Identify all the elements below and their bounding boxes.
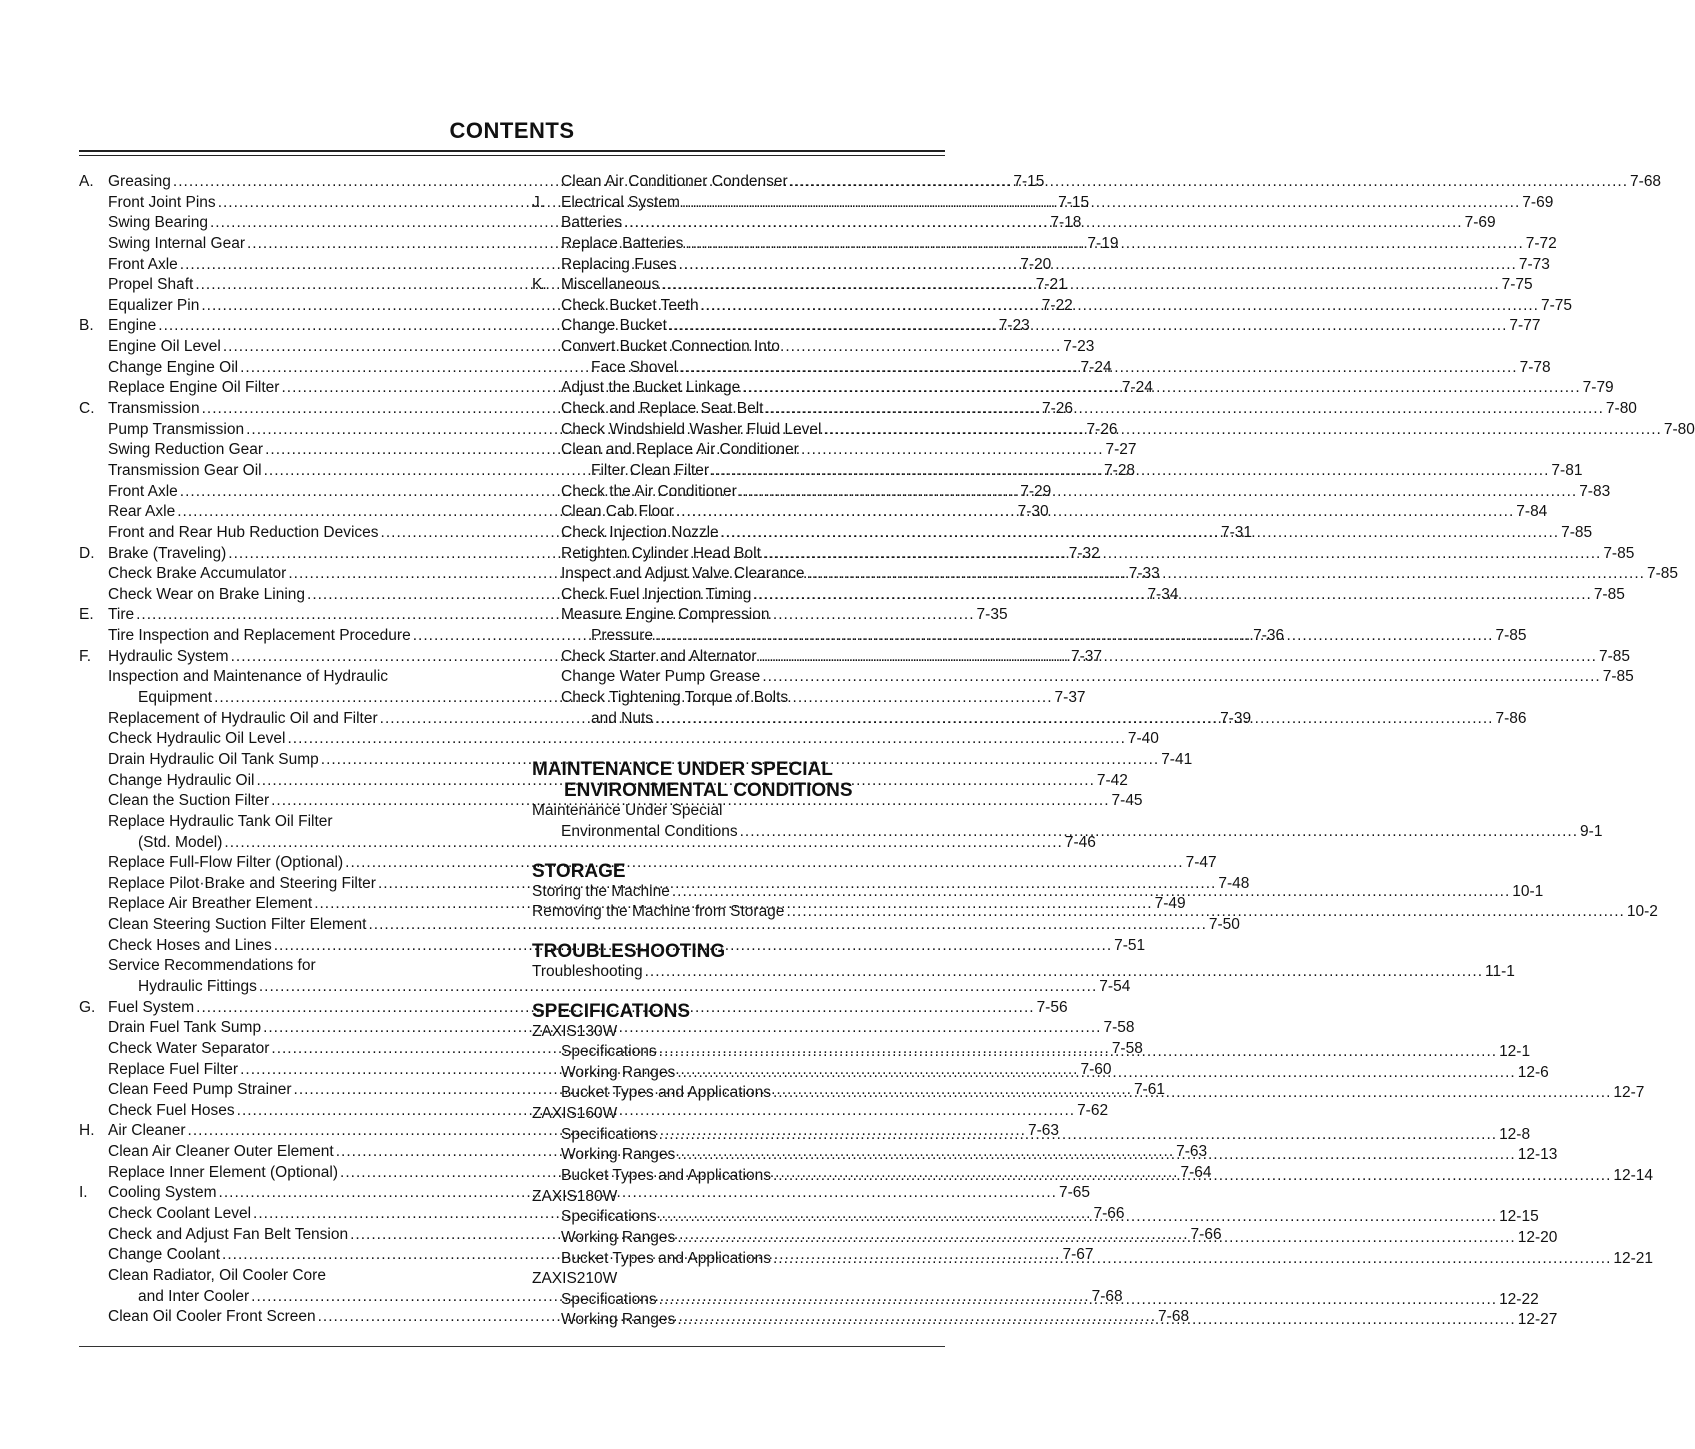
toc-entry-page: 7-63 (1027, 1122, 1059, 1140)
toc-entry-title: Working Ranges (561, 1146, 676, 1164)
section-heading: SPECIFICATIONS (532, 1000, 690, 1022)
toc-entry (79, 833, 1096, 854)
toc-entry-page: 7-69 (1464, 214, 1496, 232)
toc-entry-title: Clean Cab Floor (561, 503, 674, 521)
toc-leader-dots (659, 1207, 1497, 1228)
toc-entry-page: 7-47 (1185, 854, 1217, 872)
toc-entry-title: Replace Fuel Filter (108, 1060, 239, 1078)
toc-entry-title: and Inter Cooler (138, 1287, 250, 1305)
toc-entry-page: 7-35 (976, 606, 1008, 624)
toc-entry-page: 7-56 (1036, 998, 1068, 1016)
toc-entry-title: Brake (Traveling) (108, 544, 227, 562)
toc-entry-title: Working Ranges (561, 1311, 676, 1329)
toc-entry (79, 1266, 474, 1287)
toc-leader-dots (740, 822, 1578, 843)
toc-leader-dots (677, 1145, 1515, 1166)
toc-entry-letter: B. (79, 317, 94, 335)
toc-entry-page: 7-26 (1042, 400, 1074, 418)
toc-entry-page: 7-22 (1041, 296, 1073, 314)
toc-entry-title: Swing Reduction Gear (108, 441, 264, 459)
toc-entry-page: 12-1 (1499, 1043, 1531, 1061)
toc-leader-dots (676, 502, 1514, 523)
toc-entry-page: 7-40 (1127, 730, 1159, 748)
toc-entry-title: Front and Rear Hub Reduction Devices (108, 523, 379, 541)
toc-entry-title: Hydraulic System (108, 647, 229, 665)
toc-entry-title: Clean Oil Cooler Front Screen (108, 1308, 316, 1326)
toc-entry-letter: G. (79, 998, 96, 1016)
toc-leader-dots (659, 1125, 1497, 1146)
toc-entry-title: and Nuts (591, 709, 654, 727)
toc-entry-title: Working Ranges (561, 1063, 676, 1081)
toc-leader-dots (645, 962, 1483, 983)
section-gap (532, 729, 927, 759)
toc-entry-title: Check Fuel Hoses (108, 1101, 235, 1119)
toc-entry-title: Replace Batteries (561, 234, 684, 252)
toc-leader-dots (807, 564, 1645, 585)
toc-entry-page: 11-1 (1485, 962, 1515, 980)
toc-entry-title: Specifications (561, 1125, 657, 1143)
toc-entry (532, 1022, 927, 1043)
toc-entry-letter: I. (79, 1184, 88, 1202)
toc-leader-dots (773, 1166, 1611, 1187)
toc-entry-page: 7-34 (1147, 585, 1179, 603)
toc-entry-page: 12-13 (1517, 1146, 1558, 1164)
toc-entry-page: 7-85 (1602, 668, 1634, 686)
toc-entry-page: 7-37 (1054, 689, 1086, 707)
toc-entry-title: Hydraulic Fittings (138, 977, 257, 995)
toc-entry-page: 7-26 (1086, 420, 1118, 438)
toc-entry-title: Check and Replace Seat Belt (561, 400, 764, 418)
toc-leader-dots (624, 213, 1462, 234)
toc-entry-page: 7-67 (1062, 1246, 1094, 1264)
toc-entry-page: 7-85 (1495, 627, 1527, 645)
toc-entry-page: 7-62 (1077, 1101, 1109, 1119)
toc-entry-title: Measure Engine Compression (561, 606, 770, 624)
toc-entry-page: 7-27 (1105, 441, 1137, 459)
section-gap (532, 923, 927, 941)
toc-leader-dots (669, 316, 1507, 337)
footer-rule (79, 1346, 945, 1347)
toc-entry-title: Adjust the Bucket Linkage (561, 379, 741, 397)
toc-leader-dots (753, 585, 1591, 606)
toc-entry-title: Clean the Suction Filter (108, 792, 270, 810)
toc-entry-page: 12-21 (1613, 1249, 1654, 1267)
toc-entry (532, 605, 927, 626)
toc-leader-dots (786, 902, 1624, 923)
toc-entry-title: Service Recommendations for (108, 957, 316, 975)
toc-entry-title: Change Bucket (561, 317, 667, 335)
toc-leader-dots (762, 667, 1600, 688)
toc-entry-page: 7-49 (1154, 895, 1186, 913)
toc-entry-title: Air Cleaner (108, 1122, 186, 1140)
toc-entry-title: Check Starter and Alternator (561, 647, 757, 665)
toc-entry-title: Replace Engine Oil Filter (108, 379, 280, 397)
toc-entry-page: 7-48 (1218, 874, 1250, 892)
toc-leader-dots (672, 882, 1510, 903)
section-heading: MAINTENANCE UNDER SPECIAL (532, 759, 833, 781)
toc-entry (79, 812, 474, 833)
toc-entry-page: 7-28 (1104, 461, 1136, 479)
toc-entry-page: 7-58 (1103, 1019, 1135, 1037)
toc-entry-title: Check Hydraulic Oil Level (108, 730, 286, 748)
toc-entry-page: 7-66 (1190, 1225, 1222, 1243)
toc-entry-title: Check Bucket Teeth (561, 296, 699, 314)
toc-entry-title: Clean Air Conditioner Condenser (561, 173, 788, 190)
toc-entry-page: 7-73 (1518, 255, 1550, 273)
toc-entry-title: Troubleshooting (532, 962, 643, 980)
toc-entry-title: Bucket Types and Applications (561, 1084, 771, 1102)
toc-entry-letter: D. (79, 544, 95, 562)
toc-entry-title: Tire (108, 606, 135, 624)
section-gap (532, 843, 927, 861)
toc-leader-dots (773, 1083, 1611, 1104)
toc-entry-title: Check Wear on Brake Lining (108, 585, 306, 603)
toc-entry-letter: H. (79, 1122, 95, 1140)
toc-leader-dots (655, 626, 1493, 647)
toc-entry-title: Cooling System (108, 1184, 217, 1202)
toc-entry-page: 7-50 (1208, 916, 1240, 934)
toc-entry-title: Front Joint Pins (108, 193, 216, 211)
toc-entry-page: 7-39 (1220, 709, 1252, 727)
toc-leader-dots (759, 647, 1597, 668)
toc-entry-page: 7-85 (1593, 585, 1625, 603)
toc-leader-dots (659, 1290, 1497, 1311)
toc-leader-dots (790, 172, 1628, 193)
toc-entry-page: 12-27 (1517, 1311, 1558, 1329)
toc-entry-page: 7-75 (1541, 296, 1573, 314)
toc-entry (532, 667, 1634, 688)
toc-entry-page: 7-32 (1068, 544, 1100, 562)
toc-entry-title: ZAXIS130W (532, 1022, 618, 1040)
section-gap (532, 983, 927, 1001)
toc-entry-title: Swing Bearing (108, 214, 208, 232)
toc-entry-title: Engine (108, 317, 157, 335)
toc-entry-page: 7-68 (1158, 1308, 1190, 1326)
toc-entry-letter: K. (532, 276, 547, 294)
page-title: CONTENTS (449, 118, 575, 143)
toc-entry-page: 7-64 (1180, 1163, 1212, 1181)
header-rule-thin (79, 155, 945, 156)
toc-entry-page: 12-14 (1613, 1166, 1654, 1184)
toc-entry-title: ZAXIS180W (532, 1187, 618, 1205)
toc-entry-title: Clean Feed Pump Strainer (108, 1081, 292, 1099)
toc-entry-title: Electrical System (561, 193, 680, 211)
toc-entry-title: Swing Internal Gear (108, 234, 245, 252)
toc-entry (532, 688, 927, 709)
toc-entry-title: Check Brake Accumulator (108, 565, 287, 583)
toc-entry-title: Change Hydraulic Oil (108, 771, 255, 789)
toc-entry-letter: C. (79, 400, 95, 418)
toc-entry-title: Maintenance Under Special (532, 802, 723, 820)
toc-entry (532, 1104, 927, 1125)
toc-entry-page: 9-1 (1580, 822, 1603, 840)
toc-entry-page: 7-37 (1071, 647, 1103, 665)
toc-entry-title: Clean Air Cleaner Outer Element (108, 1143, 334, 1161)
toc-entry-page: 7-45 (1111, 792, 1143, 810)
toc-entry-title: Filter Clean Filter (591, 461, 709, 479)
toc-entry-page: 7-68 (1630, 173, 1662, 190)
toc-entry-title: Check Coolant Level (108, 1205, 252, 1223)
toc-entry (79, 977, 1131, 998)
toc-entry-title: Clean Steering Suction Filter Element (108, 916, 367, 934)
toc-entry (79, 667, 474, 688)
toc-entry-title: Propel Shaft (108, 276, 194, 294)
toc-leader-dots (823, 420, 1661, 441)
toc-entry-title: Front Axle (108, 255, 178, 273)
toc-entry-page: 7-58 (1111, 1039, 1143, 1057)
toc-entry-title: Bucket Types and Applications (561, 1166, 771, 1184)
toc-leader-dots (739, 482, 1577, 503)
toc-entry-page: 7-24 (1080, 358, 1112, 376)
toc-leader-dots (721, 523, 1559, 544)
toc-entry-title: Check the Air Conditioner (561, 482, 737, 500)
toc-entry-page: 7-77 (1509, 317, 1541, 335)
toc-entry-page: 7-24 (1121, 379, 1153, 397)
toc-entry-page: 7-15 (1013, 173, 1045, 190)
toc-entry-title: Specifications (561, 1208, 657, 1226)
toc-entry-page: 12-22 (1499, 1290, 1539, 1308)
toc-entry-letter: A. (79, 173, 94, 190)
toc-entry-page: 7-21 (1035, 276, 1067, 294)
toc-leader-dots (679, 358, 1517, 379)
toc-entry (532, 1269, 927, 1290)
toc-entry-page: 12-20 (1517, 1228, 1558, 1246)
toc-entry-title: Engine Oil Level (108, 338, 221, 356)
toc-leader-dots (678, 255, 1516, 276)
toc-entry-title: Change Coolant (108, 1246, 221, 1264)
toc-entry-page: 7-72 (1525, 234, 1557, 252)
toc-entry-title: Check Tightening Torque of Bolts (561, 689, 789, 707)
toc-entry-title: Specifications (561, 1043, 657, 1061)
toc-entry-title: Change Engine Oil (108, 358, 239, 376)
toc-leader-dots (659, 1042, 1497, 1063)
toc-entry-title: Environmental Conditions (561, 822, 738, 840)
toc-entry-page: 7-65 (1058, 1184, 1090, 1202)
toc-entry-page: 7-33 (1128, 565, 1160, 583)
toc-entry-title: Tire Inspection and Replacement Procedure (108, 627, 411, 645)
toc-entry-page: 12-7 (1613, 1084, 1645, 1102)
toc-entry-title: Specifications (561, 1290, 657, 1308)
toc-entry-page: 7-85 (1599, 647, 1631, 665)
toc-entry-page: 10-1 (1512, 882, 1544, 900)
toc-entry-page: 12-15 (1499, 1208, 1539, 1226)
toc-leader-dots (677, 1310, 1515, 1331)
toc-entry-page: 7-85 (1603, 544, 1635, 562)
toc-entry-page: 10-2 (1626, 903, 1658, 921)
toc-entry-title: Clean and Replace Air Conditioner (561, 441, 799, 459)
toc-entry-title: ZAXIS210W (532, 1270, 618, 1288)
toc-entry-page: 7-41 (1161, 750, 1193, 768)
toc-leader-dots (661, 275, 1499, 296)
toc-entry-page: 7-79 (1582, 379, 1614, 397)
toc-entry-title: Replacement of Hydraulic Oil and Filter (108, 709, 378, 727)
toc-entry-title: Miscellaneous (561, 276, 660, 294)
toc-entry (532, 962, 1515, 983)
toc-entry (532, 440, 927, 461)
toc-entry-page: 7-18 (1050, 214, 1082, 232)
toc-entry-letter: J. (532, 193, 545, 211)
toc-entry-title: Check Windshield Washer Fluid Level (561, 420, 822, 438)
toc-entry-letter: E. (79, 606, 94, 624)
toc-entry-title: Change Water Pump Grease (561, 668, 761, 686)
toc-entry-page: 7-68 (1091, 1287, 1123, 1305)
toc-entry-title: Greasing (108, 173, 171, 190)
toc-leader-dots (682, 193, 1520, 214)
toc-entry-title: Check Injection Nozzle (561, 523, 719, 541)
toc-leader-dots (765, 399, 1603, 420)
toc-leader-dots (701, 296, 1539, 317)
toc-entry-page: 12-6 (1517, 1063, 1549, 1081)
toc-entry-page: 7-23 (1063, 338, 1095, 356)
toc-entry-title: Drain Fuel Tank Sump (108, 1019, 262, 1037)
toc-entry-title: Working Ranges (561, 1228, 676, 1246)
toc-entry-title: Pump Transmission (108, 420, 245, 438)
toc-entry-page: 7-86 (1495, 709, 1527, 727)
toc-entry-page: 7-46 (1064, 833, 1096, 851)
toc-entry-title: Convert Bucket Connection Into (561, 338, 780, 356)
toc-entry-title: Replace Full-Flow Filter (Optional) (108, 854, 344, 872)
toc-entry-title: (Std. Model) (138, 833, 223, 851)
toc-entry-title: Bucket Types and Applications (561, 1249, 771, 1267)
toc-entry-title: Check Hoses and Lines (108, 936, 272, 954)
section-heading: ENVIRONMENTAL CONDITIONS (564, 780, 853, 802)
toc-entry-title: Check and Adjust Fan Belt Tension (108, 1225, 349, 1243)
toc-leader-dots (742, 378, 1580, 399)
toc-entry-letter: F. (79, 647, 92, 665)
toc-leader-dots (773, 1249, 1611, 1270)
toc-entry-page: 7-69 (1522, 193, 1554, 211)
toc-entry-page: 7-30 (1017, 503, 1049, 521)
toc-entry-page: 7-85 (1646, 565, 1679, 583)
toc-leader-dots (711, 461, 1549, 482)
toc-entry-title: Batteries (561, 214, 623, 232)
toc-entry-title: Replace Air Breather Element (108, 895, 313, 913)
toc-leader-dots (677, 1228, 1515, 1249)
toc-entry-title: Replace Pilot·Brake and Steering Filter (108, 874, 376, 892)
toc-leader-dots (685, 234, 1523, 255)
toc-entry (79, 915, 1240, 936)
toc-entry-title: Clean Radiator, Oil Cooler Core (108, 1266, 326, 1284)
toc-entry-page: 7-66 (1093, 1205, 1125, 1223)
toc-leader-dots (655, 709, 1493, 730)
toc-entry-title: Replace Inner Element (Optional) (108, 1163, 339, 1181)
toc-entry-title: Transmission (108, 400, 200, 418)
toc-entry (532, 1187, 927, 1208)
header-rule (79, 150, 945, 152)
toc-entry-page: 7-80 (1605, 400, 1637, 418)
toc-entry-page: 7-31 (1220, 523, 1252, 541)
toc-entry-page: 7-75 (1501, 276, 1533, 294)
toc-entry-page: 7-80 (1663, 420, 1695, 438)
toc-entry-page: 7-85 (1561, 523, 1593, 541)
toc-entry-title: Rear Axle (108, 503, 176, 521)
toc-entry-page: 7-78 (1519, 358, 1551, 376)
section-heading: TROUBLESHOOTING (532, 940, 726, 962)
toc-entry-page: 7-54 (1099, 977, 1131, 995)
section-heading: STORAGE (532, 860, 626, 882)
toc-entry-title: Fuel System (108, 998, 195, 1016)
toc-entry-page: 7-61 (1133, 1081, 1165, 1099)
toc-entry-title: Replacing Fuses (561, 255, 677, 273)
toc-entry-title: Removing the Machine from Storage (532, 903, 785, 921)
toc-entry-title: Equipment (138, 689, 213, 707)
toc-entry-page: 7-51 (1114, 936, 1146, 954)
toc-entry-title: Transmission Gear Oil (108, 461, 262, 479)
toc-entry-title: ZAXIS160W (532, 1105, 618, 1123)
toc-entry-page: 7-60 (1080, 1060, 1112, 1078)
toc-entry (79, 729, 1159, 750)
toc-entry-page: 7-84 (1516, 503, 1548, 521)
toc-entry-title: Inspection and Maintenance of Hydraulic (108, 668, 389, 686)
toc-entry-title: Check Fuel Injection Timing (561, 585, 752, 603)
toc-entry-title: Retighten Cylinder Head Bolt (561, 544, 761, 562)
toc-entry-page: 7-29 (1020, 482, 1052, 500)
toc-leader-dots (677, 1063, 1515, 1084)
toc-entry-title: Inspect and Adjust Valve Clearance (561, 565, 805, 583)
toc-entry-page: 7-63 (1176, 1143, 1208, 1161)
toc-entry-page: 7-42 (1096, 771, 1128, 789)
toc-entry-title: Replace Hydraulic Tank Oil Filter (108, 812, 333, 830)
toc-entry-page: 7-19 (1087, 234, 1119, 252)
toc-entry-title: Storing the Machine (532, 882, 670, 900)
toc-entry-page: 7-36 (1253, 627, 1285, 645)
toc-entry (532, 337, 927, 358)
toc-entry-title: Front Axle (108, 482, 178, 500)
toc-entry-page: 7-81 (1551, 461, 1583, 479)
toc-entry-page: 7-20 (1020, 255, 1052, 273)
toc-entry-page: 12-8 (1499, 1125, 1531, 1143)
toc-entry-page: 7-23 (998, 317, 1030, 335)
toc-entry (79, 956, 474, 977)
toc-entry-title: Pressure (591, 627, 654, 645)
toc-entry (532, 801, 927, 822)
toc-entry-page: 7-15 (1058, 193, 1090, 211)
toc-entry-page: 7-83 (1579, 482, 1611, 500)
toc-entry-title: Equalizer Pin (108, 296, 200, 314)
toc-entry-title: Face Shovel (591, 358, 678, 376)
toc-leader-dots (763, 544, 1601, 565)
toc-entry-title: Drain Hydraulic Oil Tank Sump (108, 750, 319, 768)
toc-entry-title: Check Water Separator (108, 1039, 270, 1057)
